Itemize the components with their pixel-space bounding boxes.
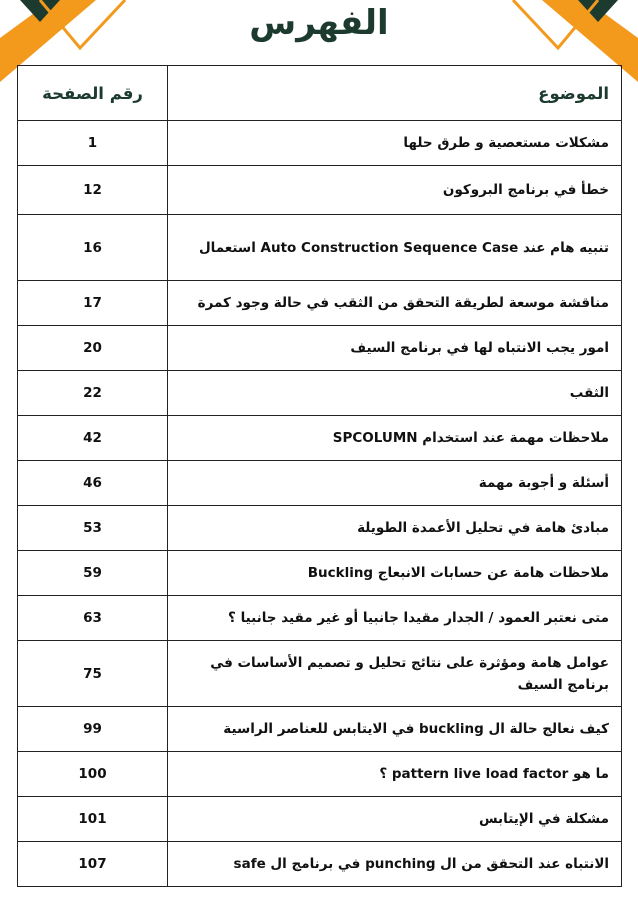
table-row (18, 797, 622, 842)
row-topic: مناقشة موسعة لطريقة التحقق من الثقب في حالة وجود كمرة (168, 281, 622, 326)
page-title: الفهرس (249, 3, 389, 43)
row-page-number: 101 (18, 797, 168, 842)
row-topic: ملاحظات هامة عن حسابات الانبعاج Buckling (168, 551, 622, 596)
row-topic: مبادئ هامة في تحليل الأعمدة الطويلة (168, 506, 622, 551)
table-row (18, 596, 622, 641)
row-page-number: 1 (18, 121, 168, 166)
table-row (18, 641, 622, 707)
table-row (18, 121, 622, 166)
row-topic: الثقب (168, 371, 622, 416)
row-topic: خطأ في برنامج البروكون (168, 166, 622, 215)
row-topic: متى نعتبر العمود / الجدار مقيدا جانبيا أو غير مقيد جانبيا ؟ (168, 596, 622, 641)
row-page-number: 12 (18, 166, 168, 215)
table-row (18, 506, 622, 551)
header-topic: الموضوع (168, 66, 622, 121)
table-row (18, 842, 622, 887)
row-topic: تنبيه هام عند Auto Construction Sequence Case استعمال (168, 215, 622, 281)
row-topic: امور يجب الانتباه لها في برنامج السيف (168, 326, 622, 371)
row-page-number: 59 (18, 551, 168, 596)
row-page-number: 17 (18, 281, 168, 326)
row-topic: أسئلة و أجوبة مهمة (168, 461, 622, 506)
row-page-number: 99 (18, 707, 168, 752)
row-page-number: 107 (18, 842, 168, 887)
row-topic: ما هو pattern live load factor ؟ (168, 752, 622, 797)
row-page-number: 22 (18, 371, 168, 416)
row-topic: عوامل هامة ومؤثرة على نتائج تحليل و تصميم الأساسات في برنامج السيف (168, 641, 622, 707)
table-header-row (18, 66, 622, 121)
table-row (18, 551, 622, 596)
table-row (18, 215, 622, 281)
table-of-contents (17, 65, 622, 887)
table-row (18, 707, 622, 752)
row-page-number: 16 (18, 215, 168, 281)
row-page-number: 63 (18, 596, 168, 641)
table-row (18, 371, 622, 416)
table-row (18, 461, 622, 506)
row-topic: الانتباه عند التحقق من ال punching في برنامج ال safe (168, 842, 622, 887)
row-page-number: 53 (18, 506, 168, 551)
row-page-number: 42 (18, 416, 168, 461)
table-row (18, 416, 622, 461)
row-page-number: 20 (18, 326, 168, 371)
row-page-number: 75 (18, 641, 168, 707)
row-topic: كيف نعالج حالة ال buckling في الايتابس للعناصر الراسية (168, 707, 622, 752)
row-page-number: 100 (18, 752, 168, 797)
row-topic: مشكلات مستعصية و طرق حلها (168, 121, 622, 166)
table-row (18, 326, 622, 371)
table-row (18, 166, 622, 215)
table-row (18, 281, 622, 326)
row-page-number: 46 (18, 461, 168, 506)
row-topic: مشكلة في الإيتابس (168, 797, 622, 842)
header-page-number: رقم الصفحة (18, 66, 168, 121)
row-topic: ملاحظات مهمة عند استخدام SPCOLUMN (168, 416, 622, 461)
table-row (18, 752, 622, 797)
